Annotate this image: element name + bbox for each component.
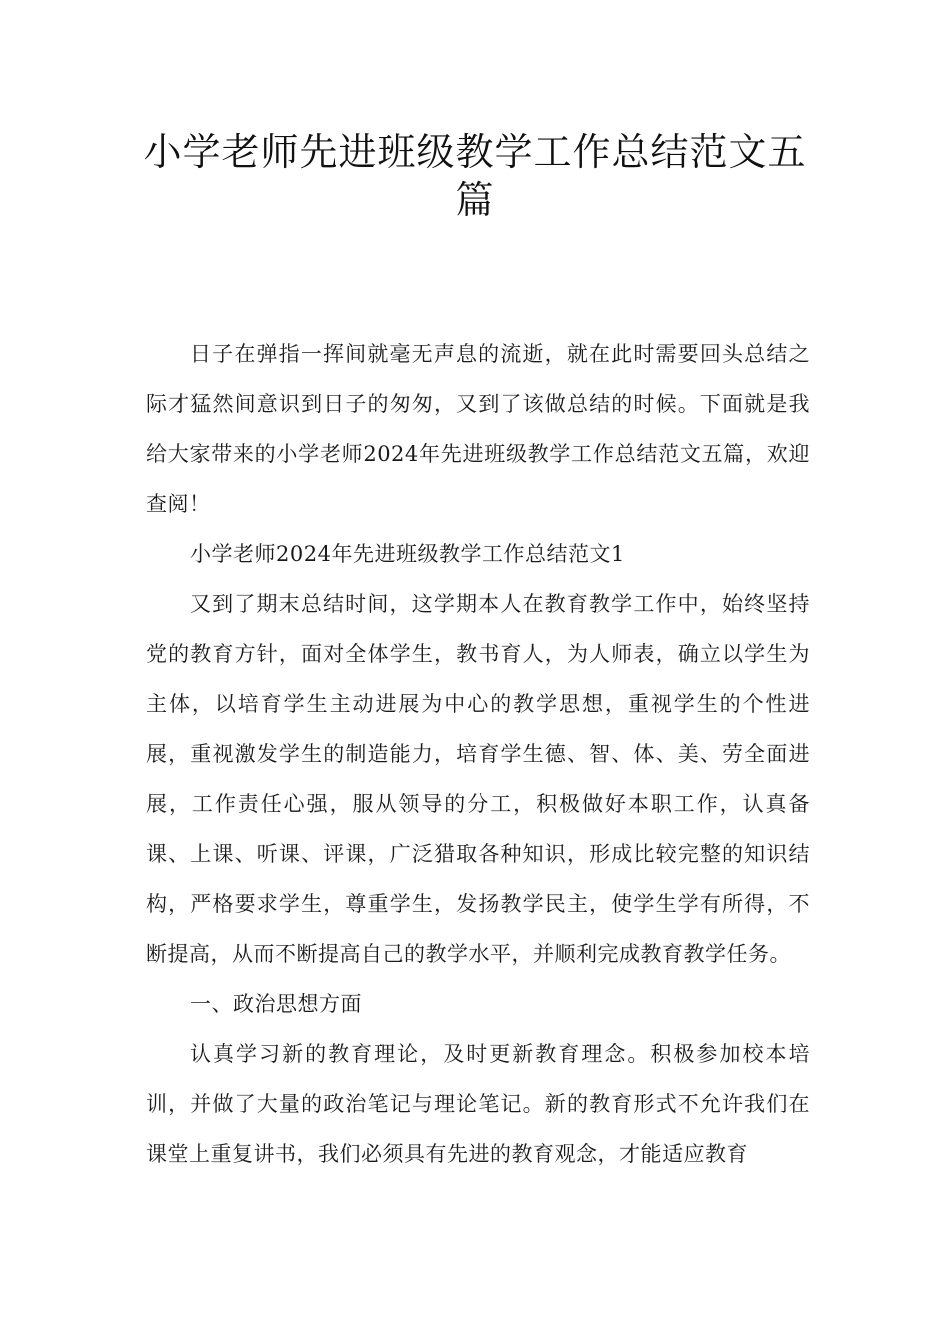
title-line-1: 小学老师先进班级教学工作总结范文五 — [143, 130, 807, 174]
political-paragraph: 认真学习新的教育理论，及时更新教育理念。积极参加校本培训，并做了大量的政治笔记与理论笔记。新的教育形式不允许我们在课堂上重复讲书，我们必须具有先进的教育观念，才能适应教育 — [146, 1042, 810, 1166]
intro-paragraph: 日子在弹指一挥间就毫无声息的流逝，就在此时需要回头总结之际才猛然间意识到日子的匆匆，又到了该做总结的时候。下面就是我给大家带来的小学老师2024年先进班级教学工作总结范文五篇，欢迎查阅！ — [146, 342, 810, 516]
title-line-2: 篇 — [455, 178, 495, 222]
document-body — [146, 329, 810, 1179]
section-heading-political: 一、政治思想方面 — [190, 992, 362, 1016]
document-title — [120, 128, 830, 224]
section-heading-essay-1: 小学老师2024年先进班级教学工作总结范文1 — [190, 542, 625, 566]
essay-1-paragraph: 又到了期末总结时间，这学期本人在教育教学工作中，始终坚持党的教育方针，面对全体学生，教书育人，为人师表，确立以学生为主体，以培育学生主动进展为中心的教学思想，重视学生的个性进展，重视激发学生的制造能力，培育学生德、智、体、美、劳全面进展，工作责任心强，服从领导的分工，积极做好本职工作，认真备课、上课、听课、评课，广泛猎取各种知识，形成比较完整的知识结构，严格要求学生，尊重学生，发扬教学民主，使学生学有所得，不断提高，从而不断提高自己的教学水平，并顺利完成教育教学任务。 — [146, 592, 810, 966]
